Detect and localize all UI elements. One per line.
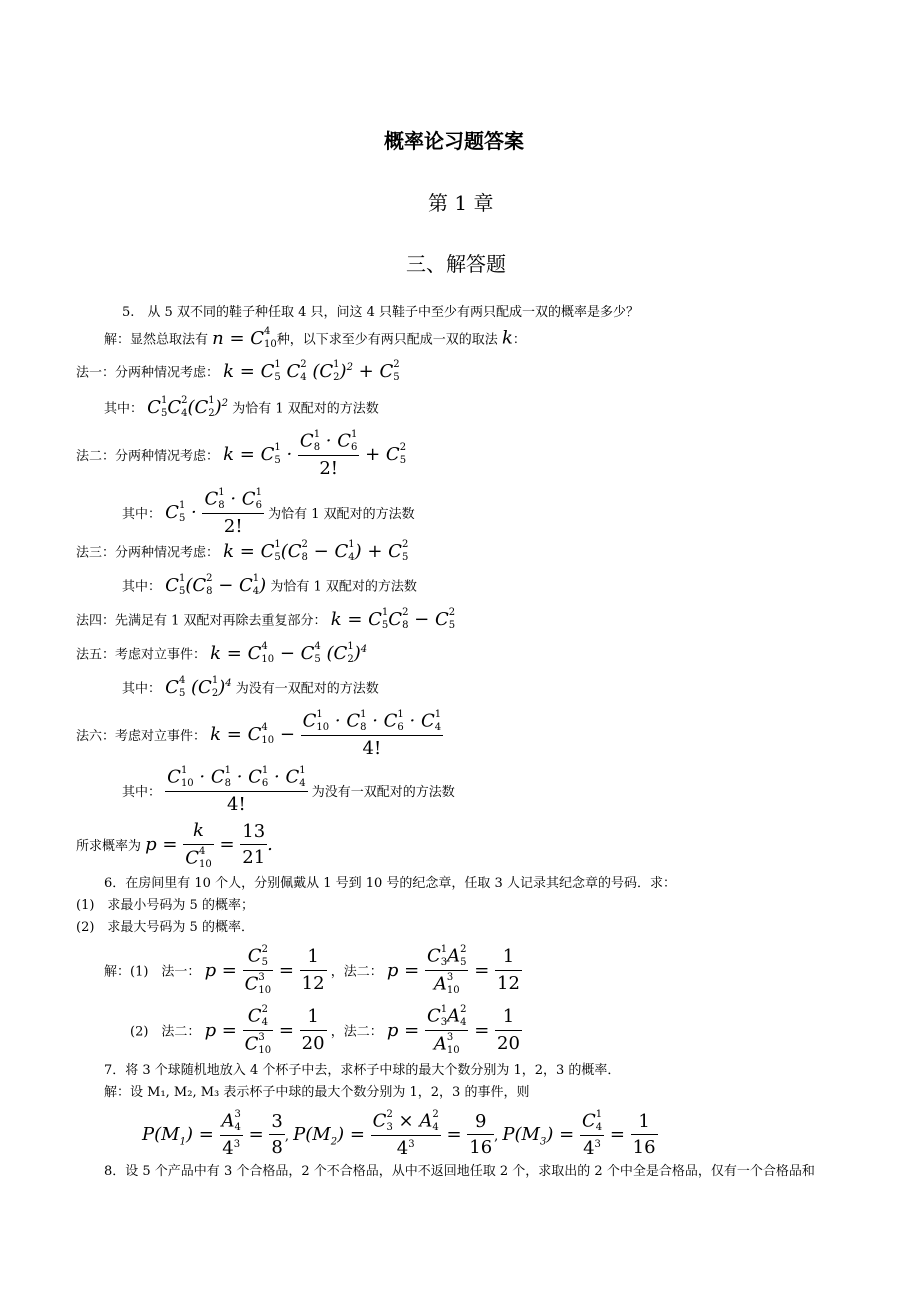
q5-m3-note-formula: C 1 5 (C 2 8 − C 1 4 ) xyxy=(165,573,267,597)
q7-question: 7．将 3 个球随机地放入 4 个杯子中去，求杯子中球的最大个数分别为 1，2，3 的概率． xyxy=(104,1063,621,1078)
frac-num: 1 xyxy=(495,1006,522,1031)
q5-answer xyxy=(76,820,273,870)
note-prefix: 其中： xyxy=(122,681,162,697)
frac-num: 1 xyxy=(300,1006,327,1031)
q5-answer-formula: p = k C 4 10 = $\frac{13}{21}$ . xyxy=(145,820,273,870)
frac-num: 1 xyxy=(495,946,522,971)
q5-m3-formula: k = C 1 5 (C 2 8 − C 1 4 ) + C 2 5 xyxy=(223,539,409,563)
q6-sol2-formula-b: p = C 1 3 A 2 4 A 3 10 = $\frac{1}{20}$ xyxy=(386,1004,520,1056)
frac-den: 16 xyxy=(632,1137,656,1159)
sol-prefix: (2) 法二： xyxy=(130,1024,201,1040)
q5-m5-formula: k = C 4 10 − C 4 5 (C 1 2 )$^4$ xyxy=(210,641,368,665)
frac-den: 20 xyxy=(301,1033,325,1054)
frac-den: 8 xyxy=(271,1137,283,1159)
section-heading: 三、解答题 xyxy=(406,252,506,276)
frac-den: 12 xyxy=(301,973,325,994)
q5-m6-note xyxy=(122,766,455,816)
sol-mid: ，法二： xyxy=(330,1024,383,1040)
q6-question: 6．在房间里有 10 个人，分别佩戴从 1 号到 10 号的纪念章，任取 3 人记录其纪念章的号码．求： xyxy=(104,876,676,891)
frac-num: 3 xyxy=(269,1111,284,1136)
note-text: 为没有一双配对的方法数 xyxy=(311,784,455,800)
q5-method5 xyxy=(76,642,367,665)
frac-den: 12 xyxy=(497,973,520,994)
q5-m1-formula: k = C 1 5 C 2 4 (C 1 2 )$^2$ + C 2 5 xyxy=(223,359,400,383)
q5-m3-note xyxy=(122,574,417,597)
q7-p2-formula: $P(M_2)$ = C 2 3 × A 2 4 $4^3$ = $\frac{9}{16}$ xyxy=(293,1109,493,1159)
q5-total-formula: n = C 4 10 xyxy=(212,326,277,350)
q5-method3 xyxy=(76,540,408,563)
note-text: 为没有一双配对的方法数 xyxy=(235,681,379,697)
frac-num: 1 xyxy=(300,946,327,971)
q5-m3-label: 法三：分两种情况考虑： xyxy=(76,545,220,561)
frac-den: 20 xyxy=(497,1033,520,1054)
q8-question: 8．设 5 个产品中有 3 个合格品，2 个不合格品，从中不返回地任取 2 个，求取出的 2 个中全是合格品，仅有一个合格品和 xyxy=(104,1164,815,1179)
q5-m5-note-formula: C 4 5 (C 1 2 )$^4$ xyxy=(165,675,232,699)
q5-m1-note-formula: C 1 5 C 2 4 (C 1 2 )$^2$ xyxy=(147,395,229,419)
q6-part2: (2) 求最大号码为 5 的概率． xyxy=(76,920,254,935)
q5-m2-formula: k = C 1 5 · C 1 8 · C 1 6 2! + C 2 5 xyxy=(223,429,407,479)
q5-m2-note-formula: C 1 5 · C 1 8 · C 1 6 2! xyxy=(165,487,262,537)
q6-sol2-formula-a: p = C 2 4 C 3 10 = $\frac{1}{20}$ xyxy=(204,1004,325,1056)
q5-m6-formula: k = C 4 10 − C 1 10 · C 1 8 · C 1 6 · C 1 4 4! xyxy=(210,709,442,759)
frac-num: 1 xyxy=(631,1111,658,1136)
answer-prefix: 所求概率为 xyxy=(76,838,142,854)
note-prefix: 其中： xyxy=(122,506,162,522)
frac-num: 9 xyxy=(467,1111,494,1136)
q5-intro-a: 解：显然总取法有 xyxy=(104,332,209,348)
q5-intro-b: 种，以下求至少有两只配成一双的取法 xyxy=(276,332,498,348)
q6-sol1 xyxy=(104,945,522,996)
q6-sol1-formula-b: p = C 1 3 A 2 5 A 3 10 = $\frac{1}{12}$ xyxy=(386,944,520,996)
q5-method1 xyxy=(76,360,400,383)
chapter-heading: 第 1 章 xyxy=(428,191,494,215)
q6-part1: (1) 求最小号码为 5 的概率； xyxy=(76,898,254,913)
answer-denominator: 21 xyxy=(242,847,266,869)
q5-method2 xyxy=(76,430,406,480)
note-prefix: 其中： xyxy=(104,401,144,417)
sol-prefix: 解：(1) 法一： xyxy=(104,964,201,980)
q7-p3-formula: $P(M_3)$ = C 1 4 $4^3$ = $\frac{1}{16}$ xyxy=(502,1109,656,1159)
q5-m1-label: 法一：分两种情况考虑： xyxy=(76,365,220,381)
q5-m5-note xyxy=(122,676,379,699)
q6-sol2 xyxy=(130,1005,522,1056)
note-prefix: 其中： xyxy=(122,579,162,595)
q6-sol1-formula-a: p = C 2 5 C 3 10 = $\frac{1}{12}$ xyxy=(204,944,325,996)
note-prefix: 其中： xyxy=(122,784,162,800)
q5-m2-label: 法二：分两种情况考虑： xyxy=(76,448,220,464)
q5-m2-note xyxy=(122,488,415,538)
q5-m6-label: 法六：考虑对立事件： xyxy=(76,728,207,744)
q5-intro: 解：显然总取法有 n = C 4 10 种，以下求至少有两只配成一双的取法 k： xyxy=(104,326,526,350)
q7-formulas: $P(M_1)$ = A 3 4 $4^3$ = $\frac{3}{8}$ , $P(M_2)$ = C 2 3 × A 2 4 $4^3$ = $\frac{9}{16}$ , $P(M_3)$ = C 1 4 $4^3$ = $\frac{1}{16}$ xyxy=(142,1109,656,1159)
q5-method4 xyxy=(76,608,455,631)
sol-mid: ，法二： xyxy=(330,964,383,980)
answer-numerator: 13 xyxy=(240,821,267,846)
q5-method6 xyxy=(76,710,443,760)
q5-m6-note-formula: C 1 10 · C 1 8 · C 1 6 · C 1 4 4! xyxy=(167,765,306,815)
q5-m4-label: 法四：先满足有 1 双配对再除去重复部分： xyxy=(76,613,327,629)
note-text: 为恰有 1 双配对的方法数 xyxy=(268,506,415,522)
note-text: 为恰有 1 双配对的方法数 xyxy=(232,401,379,417)
q5-m5-label: 法五：考虑对立事件： xyxy=(76,647,207,663)
frac-den: 16 xyxy=(469,1137,493,1159)
note-text: 为恰有 1 双配对的方法数 xyxy=(270,579,417,595)
q7-sol: 解：设 M₁, M₂, M₃ 表示杯子中球的最大个数分别为 1，2，3 的事件，则 xyxy=(104,1085,530,1100)
q5-question: 5. 从 5 双不同的鞋子种任取 4 只，问这 4 只鞋子中至少有两只配成一双的概率是多少？ xyxy=(122,305,640,320)
q5-m1-note xyxy=(104,396,379,419)
page-title: 概率论习题答案 xyxy=(384,129,524,153)
q7-p1-formula: $P(M_1)$ = A 3 4 $4^3$ = $\frac{3}{8}$ xyxy=(142,1109,283,1159)
q5-k-symbol: k xyxy=(501,327,513,349)
q5-m4-formula: k = C 1 5 C 2 8 − C 2 5 xyxy=(330,607,456,631)
